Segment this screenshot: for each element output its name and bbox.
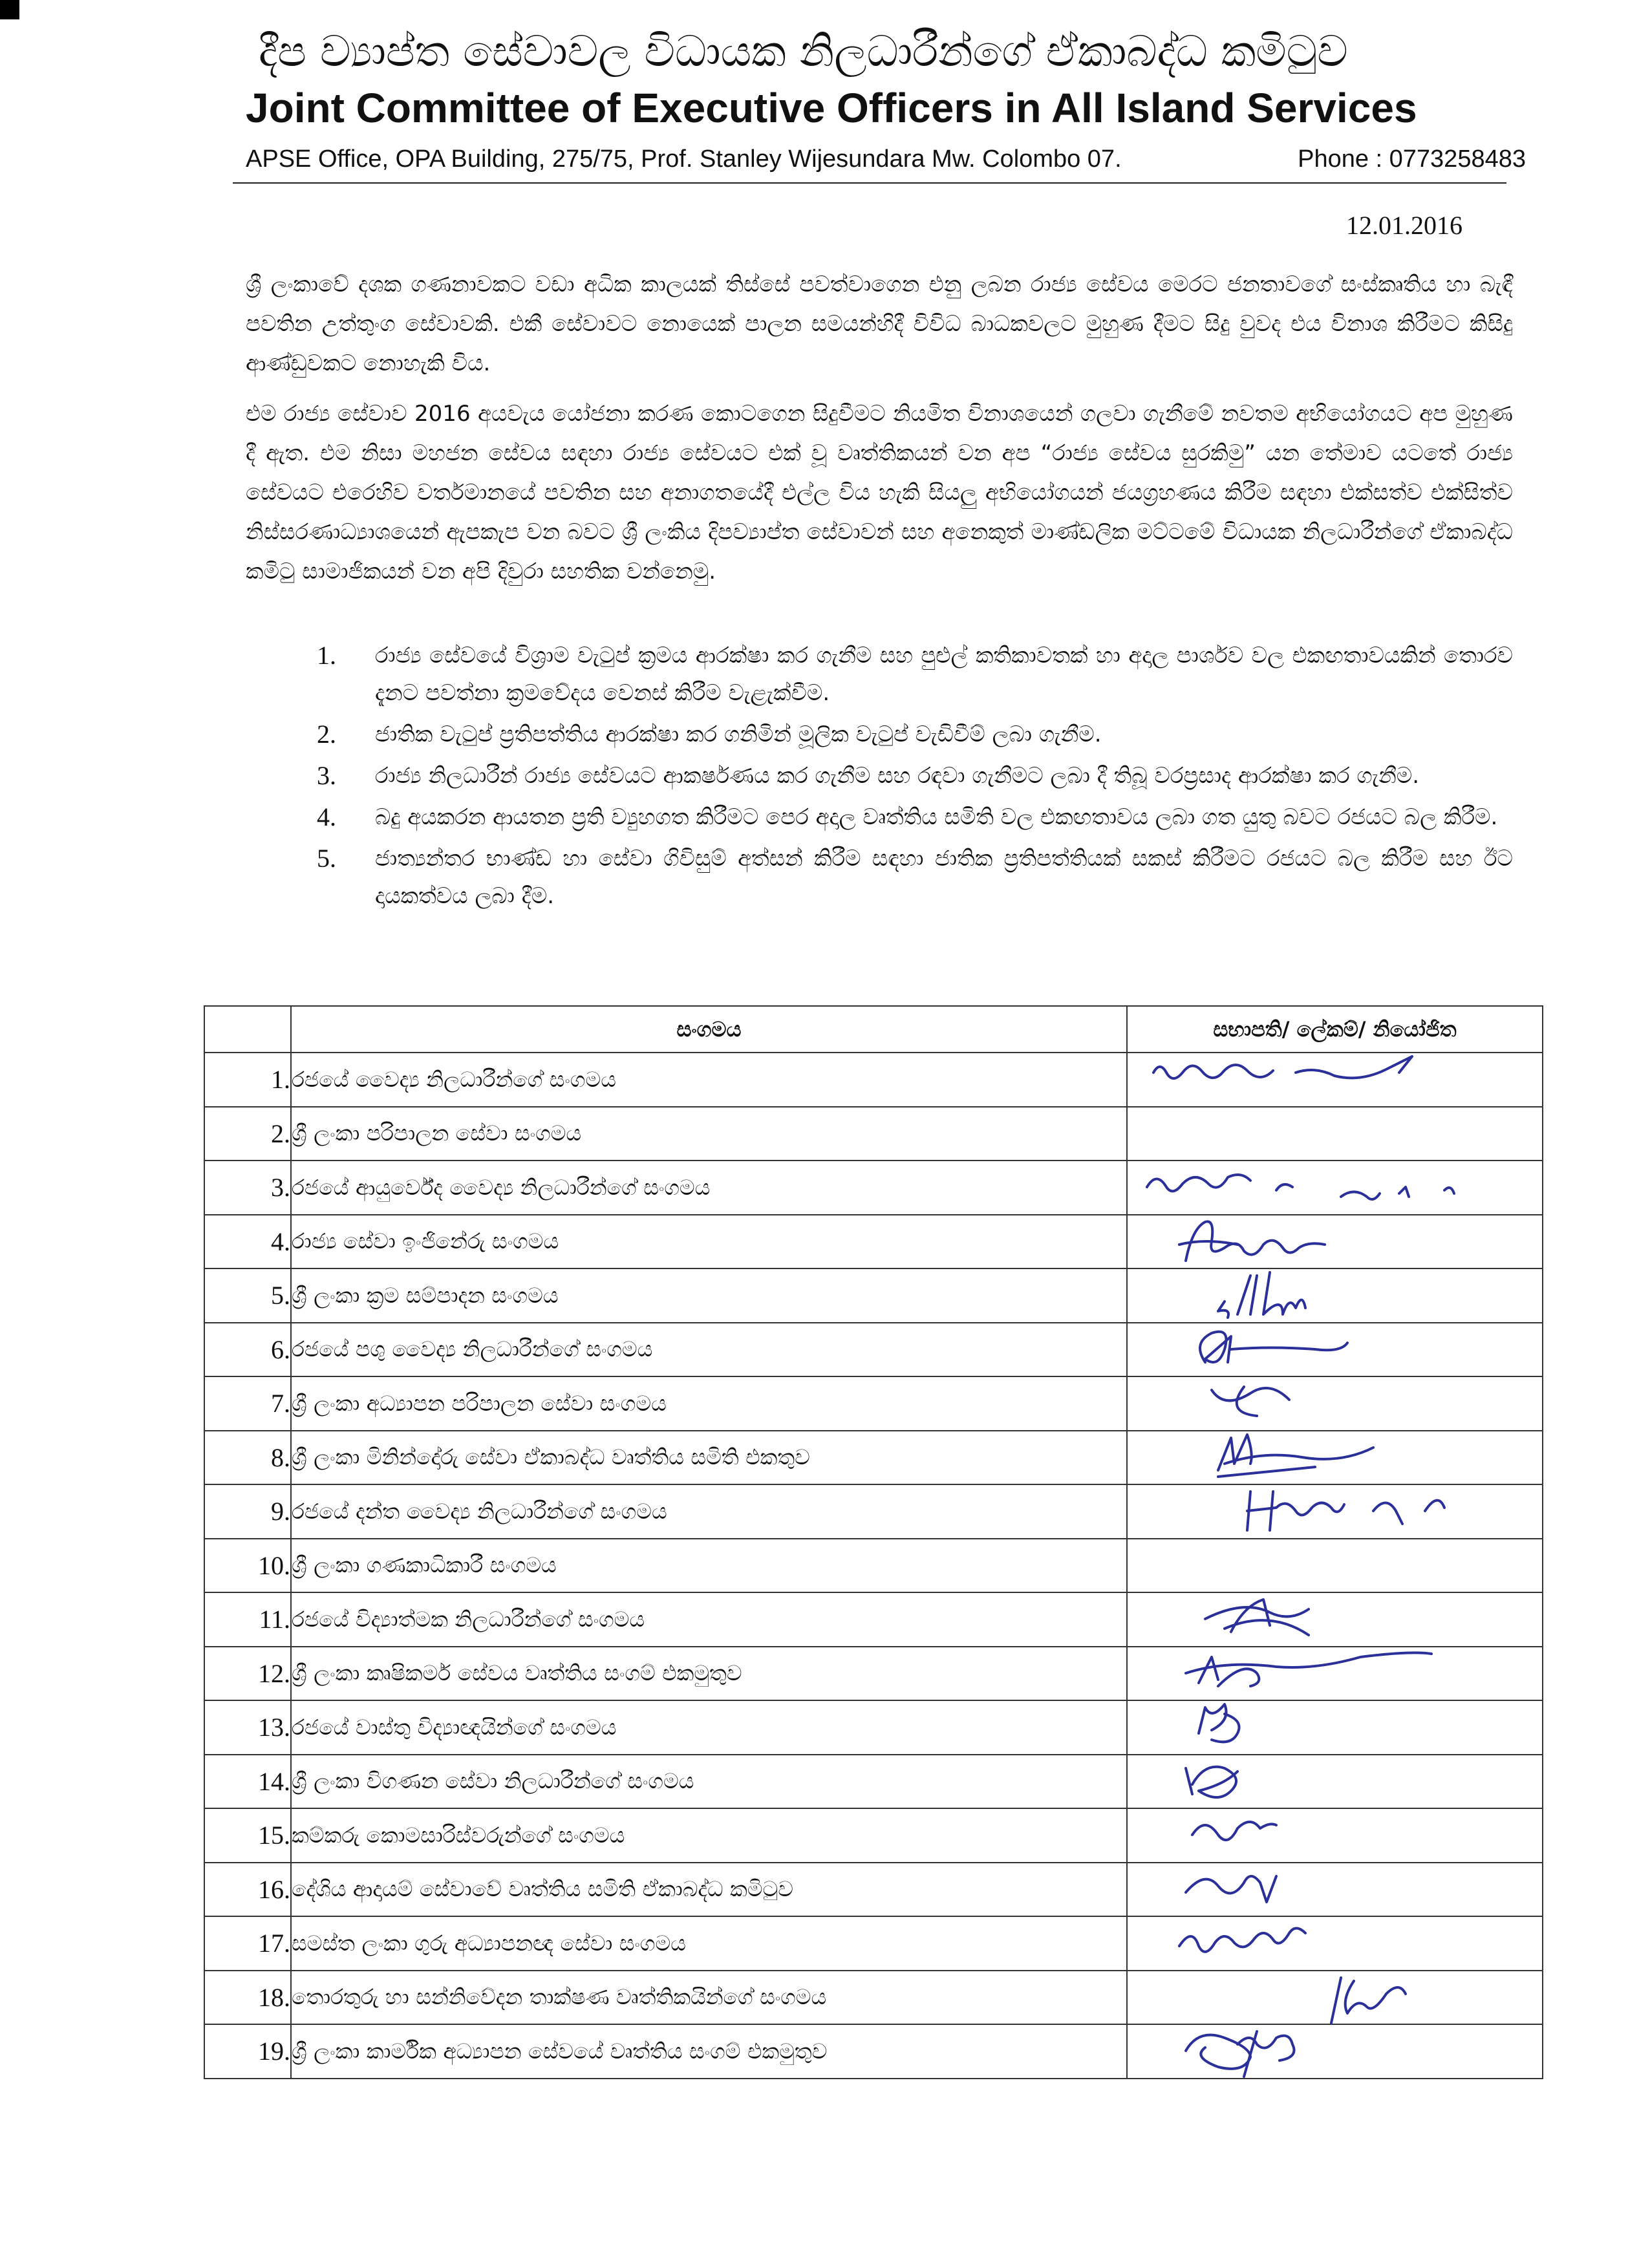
demand-text: රාජ්‍ය සේවයේ විශ්‍රාම වැටුප් ක්‍රමය ආරක්ෂා කර ගැනීම සහ පුළුල් කතිකාවතක් හා අදාල පාර්ශව වල එකඟතාවයකින් තොරව දැනට පවත්නා ක්‍රමවේදය වෙනස් කිරීම වැළැක්වීම.	[375, 643, 1513, 706]
signature-stroke	[1331, 1978, 1406, 2023]
signature-cell	[1127, 1755, 1543, 1809]
demand-number: 3.	[317, 761, 336, 790]
association-name: ශ්‍රී ලංකා කාර්මික අධ්‍යාපන සේවයේ වෘත්තිය සංගම් එකමුතුව	[291, 2024, 1127, 2079]
signature-ink-icon	[1128, 1755, 1543, 1808]
association-name: ශ්‍රී ලංකා ගණකාධිකාරී සංගමය	[291, 1539, 1127, 1593]
table-row	[204, 1107, 1543, 1161]
signature-ink-icon	[1128, 1053, 1543, 1106]
signature-ink-icon	[1128, 1701, 1543, 1753]
signature-stroke	[1205, 1599, 1309, 1635]
demand-number: 2.	[317, 720, 336, 749]
table-row	[204, 1323, 1543, 1377]
header-divider	[233, 182, 1506, 184]
signature-stroke	[1179, 1221, 1325, 1261]
members-table	[204, 1005, 1543, 2079]
signature-cell	[1127, 1053, 1543, 1107]
signature-cell	[1127, 1700, 1543, 1755]
row-index: 10.	[204, 1539, 291, 1593]
demand-text: ජාත්‍යන්තර භාණ්ඩ හා සේවා ගිවිසුම් අත්සන් කිරීම සඳහා ජාතික ප්‍රතිපත්තියක් සකස් කිරීමට රජයට බල කිරීම සහ ඊට දායකත්වය ලබා දීම.	[375, 846, 1513, 909]
row-index: 15.	[204, 1808, 291, 1863]
row-index: 14.	[204, 1755, 291, 1809]
demand-number: 4.	[317, 802, 336, 831]
signature-ink-icon	[1128, 1863, 1543, 1916]
signature-cell	[1127, 2024, 1543, 2079]
signature-ink-icon	[1128, 1809, 1543, 1861]
row-index: 7.	[204, 1376, 291, 1431]
signature-stroke	[1212, 1387, 1289, 1416]
signature-cell	[1127, 1268, 1543, 1323]
row-index: 1.	[204, 1053, 291, 1107]
table-row	[204, 1971, 1543, 2025]
row-index: 13.	[204, 1700, 291, 1755]
header-signatory: සභාපති/ ලේකම්/ නියෝජිත	[1127, 1006, 1543, 1053]
signature-cell	[1127, 1323, 1543, 1377]
signature-ink-icon	[1128, 1593, 1543, 1645]
table-row	[204, 2024, 1543, 2079]
signature-stroke	[1200, 1331, 1347, 1362]
association-name: ශ්‍රී ලංකා ක්‍රම සම්පාදන සංගමය	[291, 1268, 1127, 1323]
table-row	[204, 1539, 1543, 1593]
table-row	[204, 1161, 1543, 1215]
association-name: ශ්‍රී ලංකා විගණන සේවා නිලධාරීන්ගේ සංගමය	[291, 1755, 1127, 1809]
signature-cell	[1127, 1647, 1543, 1701]
demands-list	[317, 637, 1513, 919]
demand-item	[317, 637, 1513, 712]
signature-stroke	[1192, 1822, 1276, 1840]
association-name: රජයේ විද්‍යාත්මක නිලධාරීන්ගේ සංගමය	[291, 1592, 1127, 1647]
row-index: 3.	[204, 1161, 291, 1215]
table-row	[204, 1484, 1543, 1539]
header-title-sinhala: දීප ව්‍යාප්ත සේවාවල විධායක නිලධාරීන්ගේ ඒකාබද්ධ කමිටුව	[259, 27, 1348, 76]
row-index: 12.	[204, 1647, 291, 1701]
association-name: සමස්ත ලංකා ගුරු අධ්‍යාපනඥ සේවා සංගමය	[291, 1916, 1127, 1971]
row-index: 4.	[204, 1215, 291, 1269]
paragraph-1: ශ්‍රී ලංකාවේ දශක ගණනාවකට වඩා අධික කාලයක් තිස්සේ පවත්වාගෙන එනු ලබන රාජ්‍ය සේවය මෙරට ජනතාවගේ සංස්කෘතිය හා බැඳී පවතින උත්තුංග සේවාවකි. එකී සේවාවට නොයෙක් පාලන සමයන්හිදී විවිධ බාධකවලට මුහුණ දීමට සිදු වුවද එය විනාශ කිරීමට කිසිදු ආණ්ඩුවකට නොහැකි විය.	[246, 272, 1513, 376]
header-association: සංගමය	[291, 1006, 1127, 1053]
association-name: රාජ්‍ය සේවා ඉංජිනේරු සංගමය	[291, 1215, 1127, 1269]
header-address-line	[246, 145, 1526, 173]
demand-text: බදු අයකරන ආයතන ප්‍රති ව්‍යුහගත කිරීමට පෙර අදාල වෘත්තිය සමිති වල එකඟතාවය ලබා ගත යුතු බවට රජයට බල කිරීම.	[375, 804, 1498, 830]
association-name: ශ්‍රී ලංකා අධ්‍යාපන පරිපාලන සේවා සංගමය	[291, 1376, 1127, 1431]
association-name: තොරතුරු හා සන්නිවේදන තාක්ෂණ වෘත්තිකයින්ගේ සංගමය	[291, 1971, 1127, 2025]
signature-cell	[1127, 1539, 1543, 1593]
header-title-english: Joint Committee of Executive Officers in All Island Services	[246, 85, 1417, 131]
association-name: රජයේ වෛද්‍ය නිලධාරීන්ගේ සංගමය	[291, 1053, 1127, 1107]
signature-stroke	[1186, 1653, 1431, 1686]
signature-cell	[1127, 1863, 1543, 1917]
table-row	[204, 1592, 1543, 1647]
association-name: ශ්‍රී ලංකා කෘෂිකර්ම සේවය වෘත්තිය සංගම් එකමුතුව	[291, 1647, 1127, 1701]
signature-ink-icon	[1128, 1485, 1543, 1537]
row-index: 9.	[204, 1484, 291, 1539]
association-name: රජයේ දන්ත වෛද්‍ය නිලධාරීන්ගේ සංගමය	[291, 1484, 1127, 1539]
signature-cell	[1127, 1808, 1543, 1863]
row-index: 8.	[204, 1431, 291, 1485]
table-row	[204, 1647, 1543, 1701]
header-phone: Phone : 0773258483	[1298, 145, 1526, 173]
signature-ink-icon	[1128, 1431, 1543, 1484]
row-index: 16.	[204, 1863, 291, 1917]
demand-item	[317, 716, 1513, 753]
signature-cell	[1127, 1431, 1543, 1485]
signature-stroke	[1186, 1766, 1238, 1797]
association-name: දේශිය ආදායම් සේවාවේ වෘත්තිය සමිති ඒකාබද්ධ කමිටුව	[291, 1863, 1127, 1917]
association-name: රජයේ ආයුර්වේද වෛද්‍ය නිලධාරීන්ගේ සංගමය	[291, 1161, 1127, 1215]
table-row	[204, 1700, 1543, 1755]
table-row	[204, 1215, 1543, 1269]
signature-ink-icon	[1128, 2025, 1543, 2077]
table-header-row	[204, 1006, 1543, 1053]
scan-corner-mark	[0, 0, 19, 19]
row-index: 6.	[204, 1323, 291, 1377]
table-row	[204, 1053, 1543, 1107]
header-index	[204, 1006, 291, 1053]
table-row	[204, 1376, 1543, 1431]
table-row	[204, 1916, 1543, 1971]
demand-text: ජාතික වැටුප් ප්‍රතිපත්තිය ආරක්ෂා කර ගනිමින් මූලික වැටුප් වැඩිවීම් ලබා ගැනීම.	[375, 722, 1102, 747]
association-name: කම්කරු කොමසාරිස්වරුන්ගේ සංගමය	[291, 1808, 1127, 1863]
row-index: 19.	[204, 2024, 291, 2079]
demand-number: 5.	[317, 844, 336, 873]
document-date: 12.01.2016	[1346, 211, 1462, 240]
row-index: 18.	[204, 1971, 291, 2025]
paragraph-2: එම රාජ්‍ය සේවාව 2016 අයවැය යෝජනා කරණ කොටගෙන සිදුවීමට නියමිත විනාශයෙන් ගලවා ගැනීමේ නවතම අභියෝගයට අප මුහුණ දී ඇත. එම නිසා මහජන සේවය සඳහා රාජ්‍ය සේවයට එක් වූ වෘත්තිකයන් වන අප “රාජ්‍ය සේවය සුරකිමු” යන තේමාව යටතේ රාජ්‍ය සේවයට එරෙහිව වර්තමානයේ පවතින සහ අනාගතයේදී එල්ල විය හැකි සියලු අභියෝගයන් ජයග්‍රහණය කිරීම සඳහා එක්සත්ව එක්සිත්ව නිස්සරණාධ්‍යාශයෙන් ඇපකැප වන බවට ශ්‍රී ලංකිය දිපව්‍යාප්ත සේවාවන් සහ අනෙකුත් මාණ්ඩලික මට්ටමේ විධායක නිලධාරීන්ගේ ඒකාබද්ධ කමිටු සාමාජිකයන් වන අපි දිවුරා සහතික වන්නෙමු.	[246, 401, 1513, 584]
association-name: රජයේ වාස්තු විද්‍යාඥයින්ගේ සංගමය	[291, 1700, 1127, 1755]
demand-item	[317, 840, 1513, 915]
demand-item	[317, 798, 1513, 836]
signature-ink-icon	[1128, 1323, 1543, 1376]
signature-cell	[1127, 1215, 1543, 1269]
table-row	[204, 1808, 1543, 1863]
signature-stroke	[1186, 2031, 1294, 2077]
row-index: 17.	[204, 1916, 291, 1971]
demand-item	[317, 757, 1513, 795]
signature-stroke	[1218, 1272, 1305, 1318]
signature-cell	[1127, 1592, 1543, 1647]
association-name: ශ්‍රී ලංකා පරිපාලන සේවා සංගමය	[291, 1107, 1127, 1161]
signature-ink-icon	[1128, 1215, 1543, 1268]
row-index: 5.	[204, 1268, 291, 1323]
signature-ink-icon	[1128, 1269, 1543, 1321]
row-index: 11.	[204, 1592, 291, 1647]
row-index: 2.	[204, 1107, 291, 1161]
signature-ink-icon	[1128, 1917, 1543, 1969]
signature-cell	[1127, 1484, 1543, 1539]
signature-stroke	[1179, 1929, 1305, 1952]
table-row	[204, 1431, 1543, 1485]
header-address: APSE Office, OPA Building, 275/75, Prof. Stanley Wijesundara Mw. Colombo 07.	[246, 145, 1122, 173]
association-name: රජයේ පශු වෛද්‍ය නිලධාරීන්ගේ සංගමය	[291, 1323, 1127, 1377]
table-row	[204, 1268, 1543, 1323]
signature-stroke	[1186, 1876, 1276, 1902]
signature-stroke	[1247, 1492, 1444, 1530]
signature-cell	[1127, 1107, 1543, 1161]
signature-ink-icon	[1128, 1161, 1543, 1214]
table-row	[204, 1755, 1543, 1809]
signature-cell	[1127, 1971, 1543, 2025]
signature-stroke	[1147, 1175, 1454, 1199]
signature-stroke	[1218, 1435, 1373, 1477]
signature-cell	[1127, 1376, 1543, 1431]
signature-cell	[1127, 1916, 1543, 1971]
signature-stroke	[1153, 1056, 1412, 1078]
signature-cell	[1127, 1161, 1543, 1215]
demand-text: රාජ්‍ය නිලධාරීන් රාජ්‍ය සේවයට ආකර්ෂණය කර ගැනීම සහ රඳවා ගැනීමට ලබා දී තිබූ වරප්‍රසාද ආරක්ෂා කර ගැනීම.	[375, 763, 1420, 789]
signature-ink-icon	[1128, 1647, 1543, 1700]
association-name: ශ්‍රී ලංකා මිනින්දෝරු සේවා ඒකාබද්ධ වෘත්තිය සමිති එකතුව	[291, 1431, 1127, 1485]
signature-stroke	[1199, 1704, 1239, 1742]
signature-ink-icon	[1128, 1971, 1543, 2024]
demand-number: 1.	[317, 641, 336, 670]
signature-ink-icon	[1128, 1377, 1543, 1429]
table-row	[204, 1863, 1543, 1917]
